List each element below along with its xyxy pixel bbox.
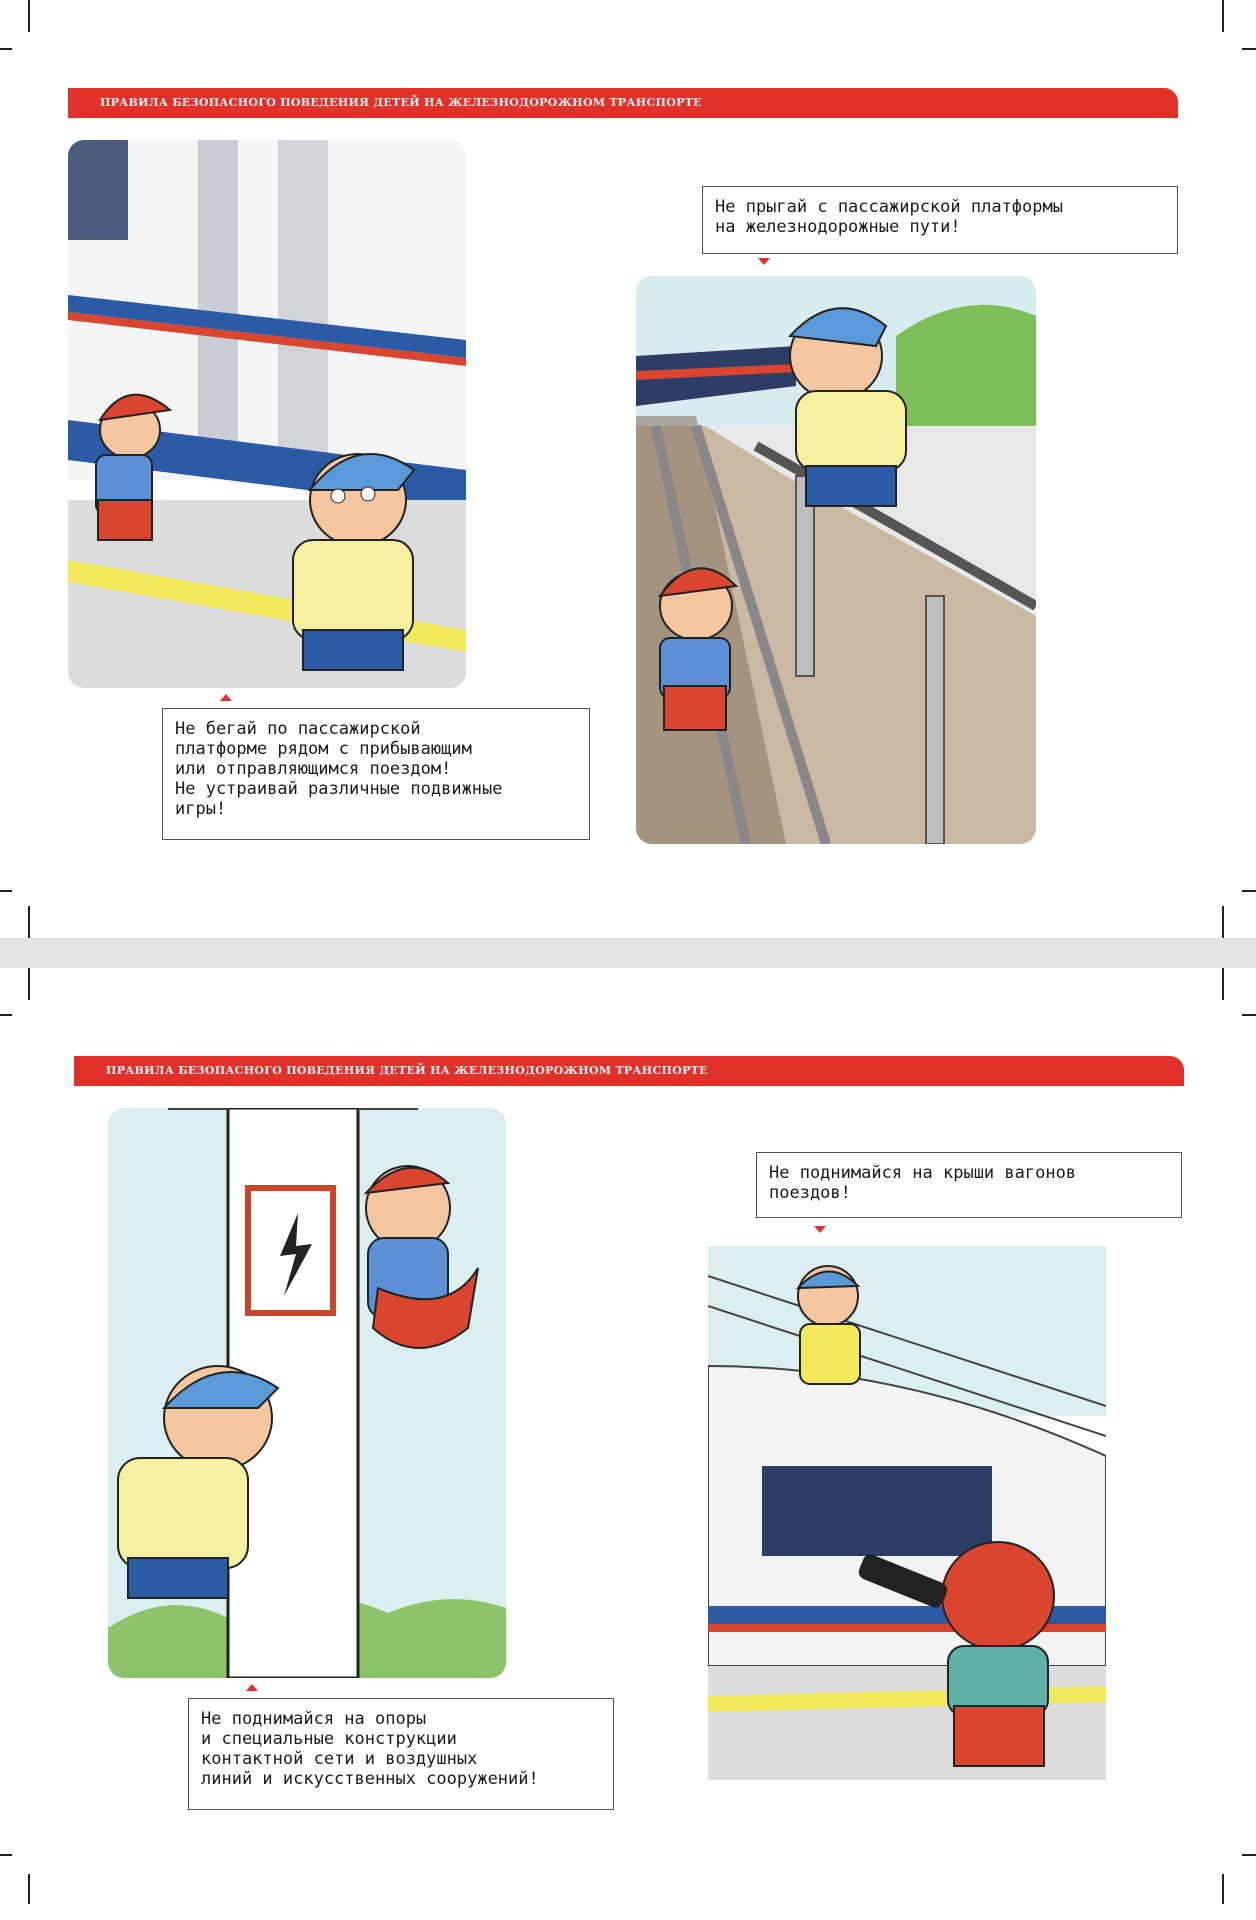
crop-mark bbox=[28, 906, 30, 938]
crop-mark bbox=[28, 1874, 30, 1904]
crop-mark bbox=[0, 1854, 12, 1856]
caption-panel-2 bbox=[702, 186, 1178, 254]
crop-mark bbox=[28, 0, 30, 32]
caption-line: игры! bbox=[175, 799, 227, 819]
illustration-train-roof bbox=[708, 1246, 1106, 1780]
caption-line: на железнодорожные пути! bbox=[715, 217, 961, 237]
crop-mark bbox=[1242, 48, 1256, 50]
caption-line: платформе рядом с прибывающим bbox=[175, 739, 472, 759]
illustration-boys-running bbox=[68, 140, 466, 688]
crop-mark bbox=[0, 48, 12, 50]
crop-mark bbox=[1242, 890, 1256, 892]
caption-line: и специальные конструкции bbox=[201, 1729, 457, 1749]
page-2 bbox=[0, 968, 1256, 1920]
caption-line: поездов! bbox=[769, 1183, 851, 1203]
crop-mark bbox=[1242, 1854, 1256, 1856]
illustration-pole-climbing bbox=[108, 1108, 506, 1678]
caption-line: Не прыгай с пассажирской платформы bbox=[715, 197, 1063, 217]
crop-mark bbox=[1222, 906, 1224, 938]
caption-line: или отправляющимся поездом! bbox=[175, 759, 452, 779]
crop-mark bbox=[28, 968, 30, 1000]
caption-panel-3 bbox=[188, 1698, 614, 1810]
caption-line: Не поднимайся на опоры bbox=[201, 1709, 427, 1729]
caption-panel-4 bbox=[756, 1152, 1182, 1218]
crop-mark bbox=[0, 1014, 12, 1016]
caption-pointer bbox=[814, 1226, 826, 1233]
caption-line: Не бегай по пассажирской bbox=[175, 719, 421, 739]
header-title: ПРАВИЛА БЕЗОПАСНОГО ПОВЕДЕНИЯ ДЕТЕЙ НА ЖЕЛЕЗНОДОРОЖНОМ ТРАНСПОРТЕ bbox=[106, 1064, 708, 1077]
caption-line: Не поднимайся на крыши вагонов bbox=[769, 1163, 1077, 1183]
caption-line: контактной сети и воздушных bbox=[201, 1749, 478, 1769]
crop-mark bbox=[1222, 1874, 1224, 1904]
crop-mark bbox=[1242, 1014, 1256, 1016]
page-1 bbox=[0, 0, 1256, 938]
caption-line: Не устраивай различные подвижные bbox=[175, 779, 503, 799]
header-banner bbox=[68, 88, 1178, 118]
header-banner bbox=[74, 1056, 1184, 1086]
crop-mark bbox=[1222, 968, 1224, 1000]
illustration-boy-jumping bbox=[636, 276, 1036, 844]
header-title: ПРАВИЛА БЕЗОПАСНОГО ПОВЕДЕНИЯ ДЕТЕЙ НА ЖЕЛЕЗНОДОРОЖНОМ ТРАНСПОРТЕ bbox=[100, 96, 702, 109]
caption-line: линий и искусственных сооружений! bbox=[201, 1769, 539, 1789]
crop-mark bbox=[0, 890, 12, 892]
crop-mark bbox=[1222, 0, 1224, 32]
caption-pointer bbox=[246, 1684, 258, 1691]
caption-pointer bbox=[220, 694, 232, 701]
caption-pointer bbox=[758, 258, 770, 265]
caption-panel-1 bbox=[162, 708, 590, 840]
